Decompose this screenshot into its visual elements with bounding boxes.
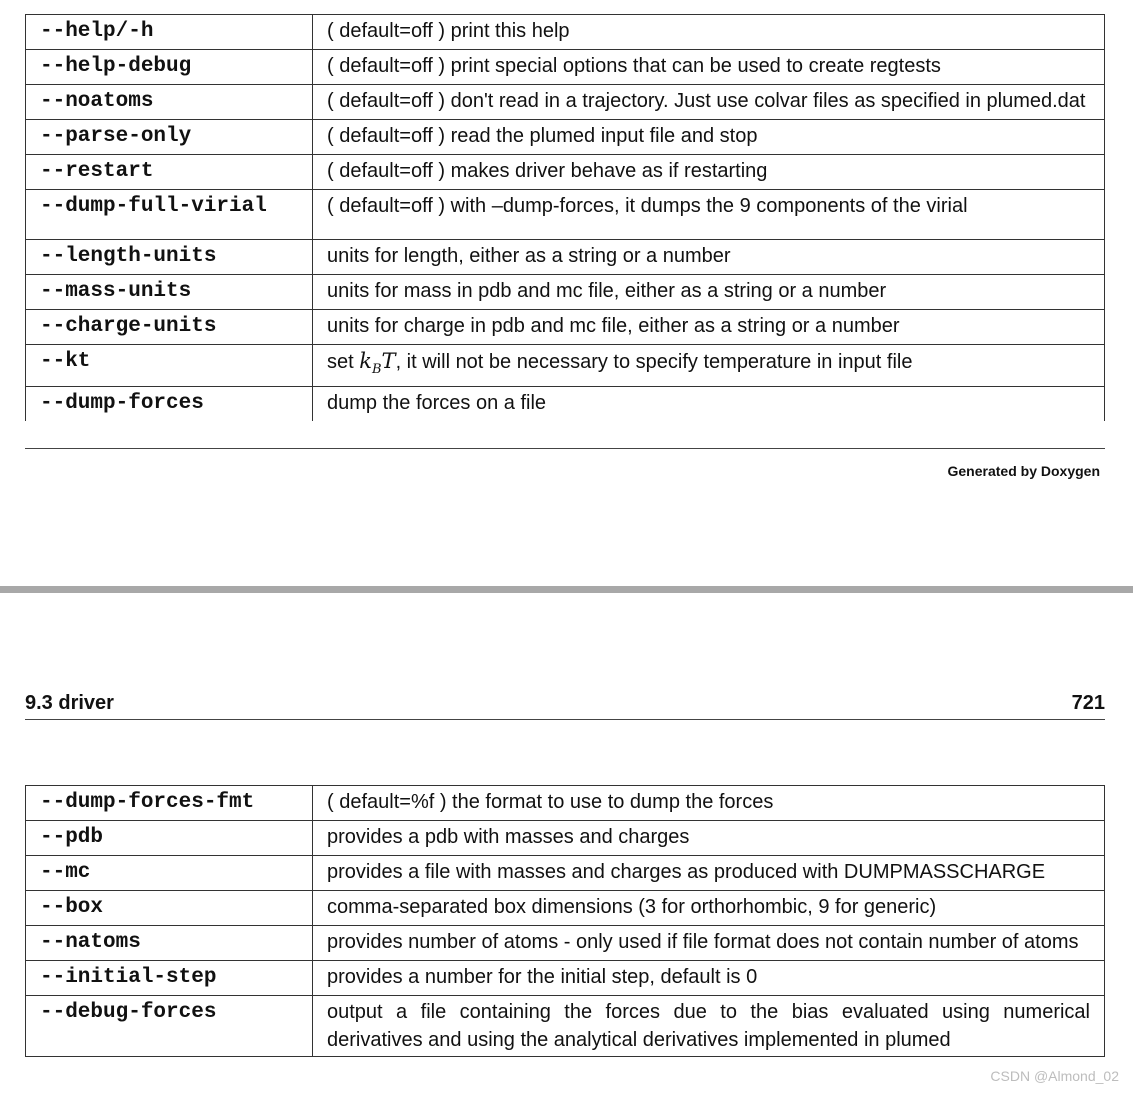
option-description: ( default=off ) with –dump-forces, it dumps the 9 components of the virial: [313, 190, 1105, 240]
math-t: T: [381, 349, 396, 373]
option-name: --charge-units: [26, 310, 313, 345]
table-row: [26, 387, 1105, 422]
options-table-top: [25, 14, 1105, 421]
option-name: --length-units: [26, 240, 313, 275]
table-row: [26, 856, 1105, 891]
table-row: [26, 996, 1105, 1057]
page-number: 721: [1071, 692, 1105, 714]
kbt-math: [359, 349, 396, 378]
generated-by-label: Generated by Doxygen: [947, 463, 1100, 479]
table-row: [26, 310, 1105, 345]
table-row: [26, 821, 1105, 856]
option-name: --help-debug: [26, 50, 313, 85]
option-name: --box: [26, 891, 313, 926]
table-row: [26, 786, 1105, 821]
option-name: --pdb: [26, 821, 313, 856]
option-description: ( default=%f ) the format to use to dump the forces: [313, 786, 1105, 821]
option-description: ( default=off ) don't read in a trajectory. Just use colvar files as specified in plumed.dat: [313, 85, 1105, 120]
option-description: comma-separated box dimensions (3 for orthorhombic, 9 for generic): [313, 891, 1105, 926]
option-description: provides a file with masses and charges as produced with DUMPMASSCHARGE: [313, 856, 1105, 891]
option-name: --kt: [26, 345, 313, 387]
option-name: --dump-full-virial: [26, 190, 313, 240]
option-description: provides a pdb with masses and charges: [313, 821, 1105, 856]
table-row: [26, 240, 1105, 275]
option-description: ( default=off ) print this help: [313, 15, 1105, 50]
option-name: --dump-forces: [26, 387, 313, 422]
option-description: units for length, either as a string or a number: [313, 240, 1105, 275]
options-table-bottom: [25, 785, 1105, 1057]
option-description: provides a number for the initial step, default is 0: [313, 961, 1105, 996]
description-prefix: set: [327, 351, 354, 373]
option-name: --noatoms: [26, 85, 313, 120]
table-row: [26, 155, 1105, 190]
option-description: ( default=off ) makes driver behave as if restarting: [313, 155, 1105, 190]
option-name: --mass-units: [26, 275, 313, 310]
option-description: ( default=off ) print special options that can be used to create regtests: [313, 50, 1105, 85]
table-row: [26, 50, 1105, 85]
watermark: CSDN @Almond_02: [990, 1068, 1119, 1084]
option-description: [313, 345, 1105, 387]
table-row: [26, 15, 1105, 50]
page-separator: [0, 586, 1133, 593]
option-name: --mc: [26, 856, 313, 891]
option-name: --restart: [26, 155, 313, 190]
table-row: [26, 961, 1105, 996]
table-row: [26, 275, 1105, 310]
table-row: [26, 85, 1105, 120]
option-description: units for mass in pdb and mc file, either as a string or a number: [313, 275, 1105, 310]
math-sub: B: [371, 362, 382, 378]
option-name: --dump-forces-fmt: [26, 786, 313, 821]
option-name: --initial-step: [26, 961, 313, 996]
table-row: [26, 190, 1105, 240]
table-row: [26, 345, 1105, 387]
option-description: provides number of atoms - only used if file format does not contain number of atoms: [313, 926, 1105, 961]
option-name: --debug-forces: [26, 996, 313, 1057]
table-row: [26, 891, 1105, 926]
option-description: dump the forces on a file: [313, 387, 1105, 422]
section-title: 9.3 driver: [25, 692, 114, 714]
table-row: [26, 926, 1105, 961]
math-k: k: [359, 349, 372, 373]
option-name: --natoms: [26, 926, 313, 961]
footer-divider: [25, 448, 1105, 449]
table-row: [26, 120, 1105, 155]
option-description: output a file containing the forces due to the bias evaluated using numerical derivatives and using the analytical derivatives implemented in plumed: [313, 996, 1105, 1057]
option-description: units for charge in pdb and mc file, either as a string or a number: [313, 310, 1105, 345]
description-suffix: , it will not be necessary to specify temperature in input file: [395, 351, 913, 373]
option-description: ( default=off ) read the plumed input file and stop: [313, 120, 1105, 155]
option-name: --parse-only: [26, 120, 313, 155]
header-divider: [25, 719, 1105, 720]
option-name: --help/-h: [26, 15, 313, 50]
